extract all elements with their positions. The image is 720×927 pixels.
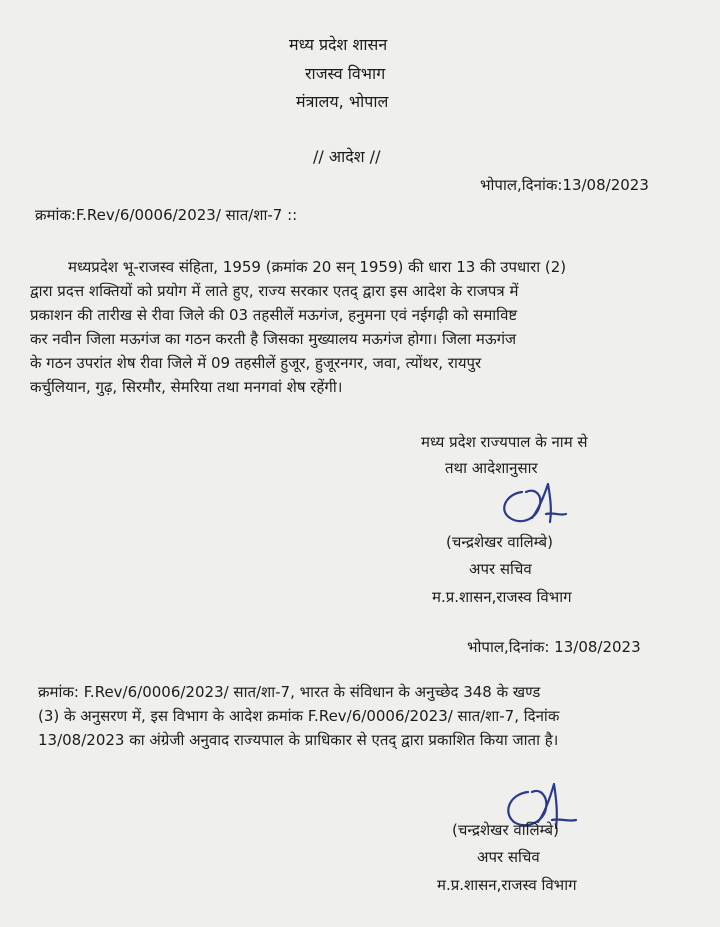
order-reference: क्रमांक:F.Rev/6/0006/2023/ सात/शा-7 :: bbox=[35, 206, 298, 224]
header-department: राजस्व विभाग bbox=[305, 64, 386, 83]
header-government: मध्य प्रदेश शासन bbox=[289, 35, 388, 54]
signatory-designation: अपर सचिव bbox=[477, 848, 540, 866]
order-body-line: मध्यप्रदेश भू-राजस्व संहिता, 1959 (क्रमांक 20 सन् 1959) की धारा 13 की उपधारा (2) bbox=[68, 258, 567, 276]
signatory-name: (चन्द्रशेखर वालिम्बे) bbox=[446, 533, 553, 551]
order-body-line: प्रकाशन की तारीख से रीवा जिले की 03 तहसीलें मऊगंज, हनुमना एवं नईगढ़ी को समाविष्ट bbox=[30, 306, 518, 324]
order-body-line: कर नवीन जिला मऊगंज का गठन करती है जिसका मुख्यालय मऊगंज होगा। जिला मऊगंज bbox=[30, 330, 517, 348]
signatory-name: (चन्द्रशेखर वालिम्बे) bbox=[452, 821, 559, 839]
header-location: मंत्रालय, भोपाल bbox=[296, 92, 389, 111]
signatory-department: म.प्र.शासन,राजस्व विभाग bbox=[437, 876, 577, 894]
order-body bbox=[30, 255, 680, 399]
translation-body-line: क्रमांक: F.Rev/6/0006/2023/ सात/शा-7, भारत के संविधान के अनुच्छेद 348 के खण्ड bbox=[38, 683, 541, 701]
signatory-department: म.प्र.शासन,राजस्व विभाग bbox=[432, 588, 572, 606]
signatory-designation: अपर सचिव bbox=[469, 560, 532, 578]
translation-body-line: (3) के अनुसरण में, इस विभाग के आदेश क्रमांक F.Rev/6/0006/2023/ सात/शा-7, दिनांक bbox=[38, 707, 560, 725]
order-body-line: कर्चुलियान, गुढ़, सिरमौर, सेमरिया तथा मनगवां शेष रहेंगी। bbox=[30, 378, 343, 396]
translation-place-date: भोपाल,दिनांक: 13/08/2023 bbox=[467, 638, 641, 656]
authority-line: मध्य प्रदेश राज्यपाल के नाम से bbox=[421, 433, 588, 451]
order-place-date: भोपाल,दिनांक:13/08/2023 bbox=[480, 176, 649, 194]
translation-body bbox=[38, 680, 680, 752]
signature-image bbox=[492, 474, 572, 536]
order-title: // आदेश // bbox=[313, 147, 381, 166]
translation-body-line: 13/08/2023 का अंग्रेजी अनुवाद राज्यपाल के प्राधिकार से एतद् द्वारा प्रकाशित किया जाता है। bbox=[38, 731, 559, 749]
order-body-line: के गठन उपरांत शेष रीवा जिले में 09 तहसीलें हुजूर, हुजूरनगर, जवा, त्योंथर, रायपुर bbox=[30, 354, 482, 372]
order-body-line: द्वारा प्रदत्त शक्तियों को प्रयोग में लाते हुए, राज्य सरकार एतद् द्वारा इस आदेश के राजपत्र में bbox=[30, 282, 519, 300]
authority-line: तथा आदेशानुसार bbox=[445, 459, 538, 477]
